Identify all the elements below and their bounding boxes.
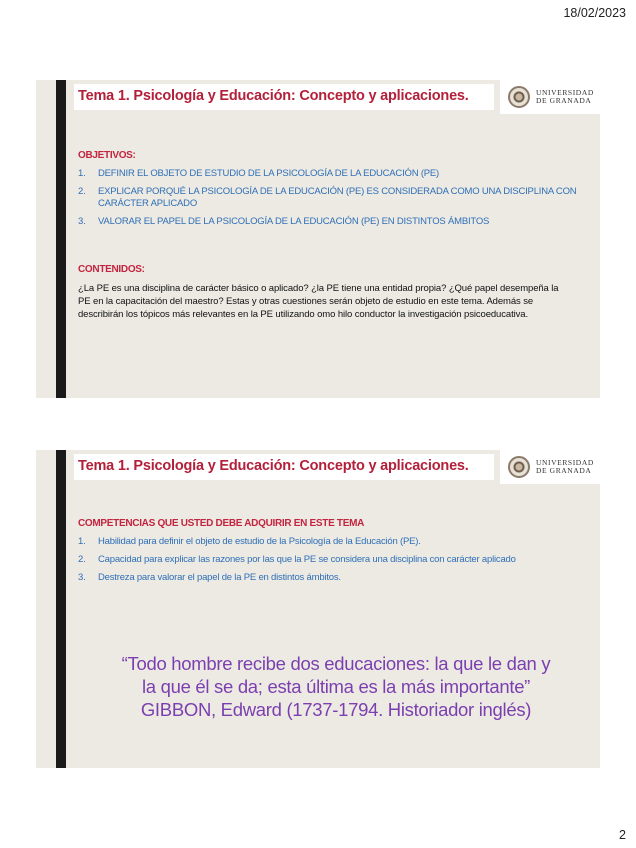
print-date: 18/02/2023 [563,6,626,20]
quote [76,652,596,721]
logo-line-2: DE GRANADA [536,466,592,475]
slide-title-box [74,454,494,480]
slide-accent-bar [56,80,66,398]
logo-line-2: DE GRANADA [536,96,592,105]
competences-heading: COMPETENCIAS QUE USTED DEBE ADQUIRIR EN ESTE TEMA [78,518,365,529]
objectives-list [78,168,578,234]
page-number: 2 [619,828,626,842]
competence-item: 3. Destreza para valorar el papel de la PE en distintos ámbitos. [78,572,341,583]
slide-objectives [36,80,600,398]
logo-line-1: UNIVERSIDAD [536,87,594,97]
university-seal-icon [508,456,530,478]
contents-paragraph: ¿La PE es una disciplina de carácter básico o aplicado? ¿la PE tiene una entidad propia? ¿Qué papel desempeña la PE en la capacitación del maestro? Estas y otras cuestiones serán objeto de estudio en este tema. Además se describirán los tópicos más relevantes en la PE utilizando omo hilo conductor la investigación psicoeducativa. [78,283,559,320]
contents-heading: CONTENIDOS: [78,264,145,275]
quote-line-2: la que él se da; esta última es la más importante” [141,676,531,697]
university-seal-icon [508,86,530,108]
competence-item: 1. Habilidad para definir el objeto de estudio de la Psicología de la Educación (PE). [78,536,421,547]
slide-accent-bar [56,450,66,768]
objective-item: 2. EXPLICAR PORQUÉ LA PSICOLOGÍA DE LA EDUCACIÓN (PE) ES CONSIDERADA COMO UNA DISCIPLINA CON CARÁCTER APLICADO [78,186,577,209]
objectives-heading: OBJETIVOS: [78,150,136,161]
university-logo [500,80,600,114]
slide-title-box [74,84,494,110]
competences-list [78,536,548,590]
quote-line-1: “Todo hombre recibe dos educaciones: la que le dan y [121,653,551,674]
objective-item: 1. DEFINIR EL OBJETO DE ESTUDIO DE LA PSICOLOGÍA DE LA EDUCACIÓN (PE) [78,168,440,179]
objective-item: 3. VALORAR EL PAPEL DE LA PSICOLOGÍA DE LA EDUCACIÓN (PE) EN DISTINTOS ÁMBITOS [78,216,490,227]
logo-line-1: UNIVERSIDAD [536,457,594,467]
competence-item: 2. Capacidad para explicar las razones por las que la PE se considera una disciplina con carácter aplicado [78,554,516,565]
slide-title: Tema 1. Psicología y Educación: Concepto y aplicaciones. [78,88,469,104]
quote-author: GIBBON, Edward (1737-1794. Historiador inglés) [140,699,532,720]
slide-competences [36,450,600,768]
university-logo [500,450,600,484]
slide-title: Tema 1. Psicología y Educación: Concepto y aplicaciones. [78,458,469,474]
